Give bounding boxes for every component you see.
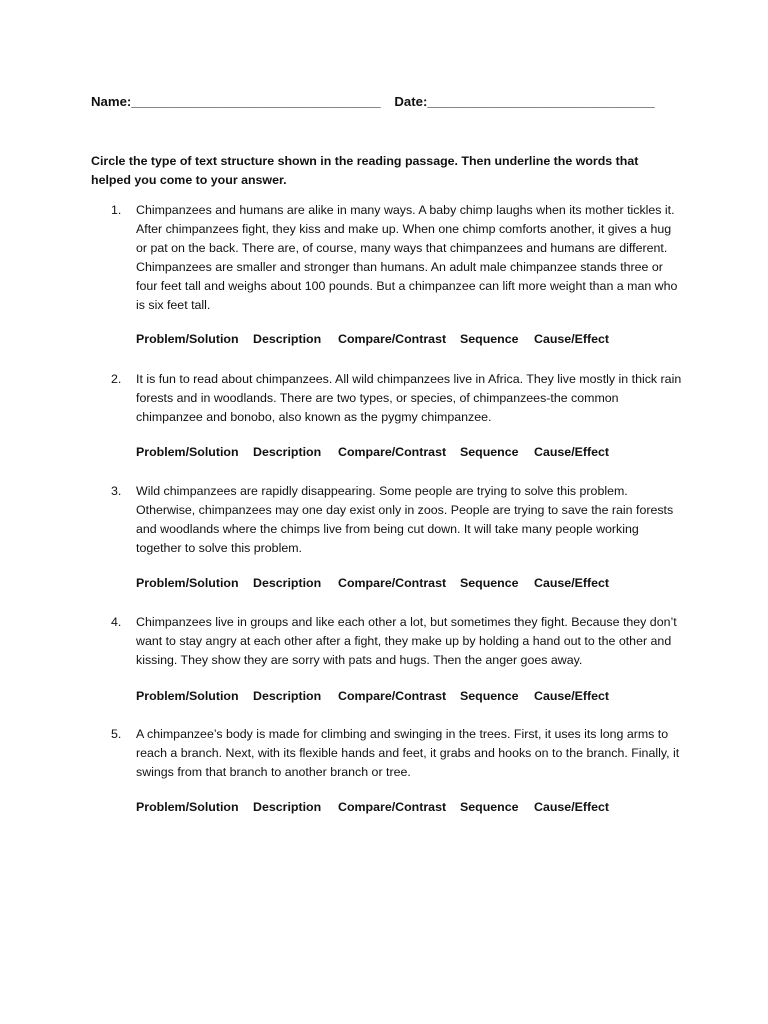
option-compare-contrast[interactable]: Compare/Contrast xyxy=(338,800,447,814)
question-number: 1. xyxy=(111,203,122,217)
option-sequence[interactable]: Sequence xyxy=(460,445,519,459)
option-sequence[interactable]: Sequence xyxy=(460,689,519,703)
question-passage: Chimpanzees and humans are alike in many ways. A baby chimp laughs when its mother tickles it. After chimpanzees fight, they kiss and make up. When one chimp comforts another, it gives a hug or pat on the back. There are, of course, many ways that chimpanzees and humans are different. Chimpanzees are smaller and stronger than humans. An adult male chimpanzee stands three or four feet tall and weighs about 100 pounds. But a chimpanzee can lift more weight than a man who is six feet tall. xyxy=(136,203,678,312)
option-sequence[interactable]: Sequence xyxy=(460,332,519,346)
name-field[interactable]: Name:__________________________________ xyxy=(91,94,381,109)
option-sequence[interactable]: Sequence xyxy=(460,576,519,590)
option-cause-effect[interactable]: Cause/Effect xyxy=(534,576,610,590)
option-description[interactable]: Description xyxy=(253,800,322,814)
option-problem-solution[interactable]: Problem/Solution xyxy=(136,800,239,814)
option-description[interactable]: Description xyxy=(253,445,322,459)
option-description[interactable]: Description xyxy=(253,332,322,346)
option-compare-contrast[interactable]: Compare/Contrast xyxy=(338,576,447,590)
question-passage: Wild chimpanzees are rapidly disappearing. Some people are trying to solve this problem. Otherwise, chimpanzees may one day exist only in zoos. People are trying to save the rain forests and woodlands where the chimps live from being cut down. It will take many people working together to solve this problem. xyxy=(136,484,674,555)
instructions: Circle the type of text structure shown in the reading passage. Then underline the words that helped you come to your answer. xyxy=(91,154,639,187)
question-number: 3. xyxy=(111,484,122,498)
option-cause-effect[interactable]: Cause/Effect xyxy=(534,689,610,703)
option-compare-contrast[interactable]: Compare/Contrast xyxy=(338,332,447,346)
option-problem-solution[interactable]: Problem/Solution xyxy=(136,689,239,703)
option-description[interactable]: Description xyxy=(253,576,322,590)
question-number: 2. xyxy=(111,372,122,386)
option-cause-effect[interactable]: Cause/Effect xyxy=(534,332,610,346)
option-description[interactable]: Description xyxy=(253,689,322,703)
date-field[interactable]: Date:_______________________________ xyxy=(394,94,655,109)
question-number: 5. xyxy=(111,727,122,741)
option-problem-solution[interactable]: Problem/Solution xyxy=(136,576,239,590)
option-compare-contrast[interactable]: Compare/Contrast xyxy=(338,689,447,703)
option-problem-solution[interactable]: Problem/Solution xyxy=(136,332,239,346)
question-passage: Chimpanzees live in groups and like each other a lot, but sometimes they fight. Because they don’t want to stay angry at each other after a fight, they make up by holding a hand out to the other and kissing. They show they are sorry with pats and hugs. Then the anger goes away. xyxy=(136,615,677,667)
option-cause-effect[interactable]: Cause/Effect xyxy=(534,445,610,459)
option-compare-contrast[interactable]: Compare/Contrast xyxy=(338,445,447,459)
question-number: 4. xyxy=(111,615,122,629)
option-problem-solution[interactable]: Problem/Solution xyxy=(136,445,239,459)
option-cause-effect[interactable]: Cause/Effect xyxy=(534,800,610,814)
question-passage: It is fun to read about chimpanzees. All wild chimpanzees live in Africa. They live mostly in thick rain forests and in woodlands. There are two types, or species, of chimpanzees-the common chimpanzee and bonobo, also known as the pygmy chimpanzee. xyxy=(136,372,682,424)
header-line xyxy=(91,94,691,109)
option-sequence[interactable]: Sequence xyxy=(460,800,519,814)
question-passage: A chimpanzee’s body is made for climbing and swinging in the trees. First, it uses its long arms to reach a branch. Next, with its flexible hands and feet, it grabs and hooks on to the branch. Finally, it swings from that branch to another branch or tree. xyxy=(136,727,680,779)
